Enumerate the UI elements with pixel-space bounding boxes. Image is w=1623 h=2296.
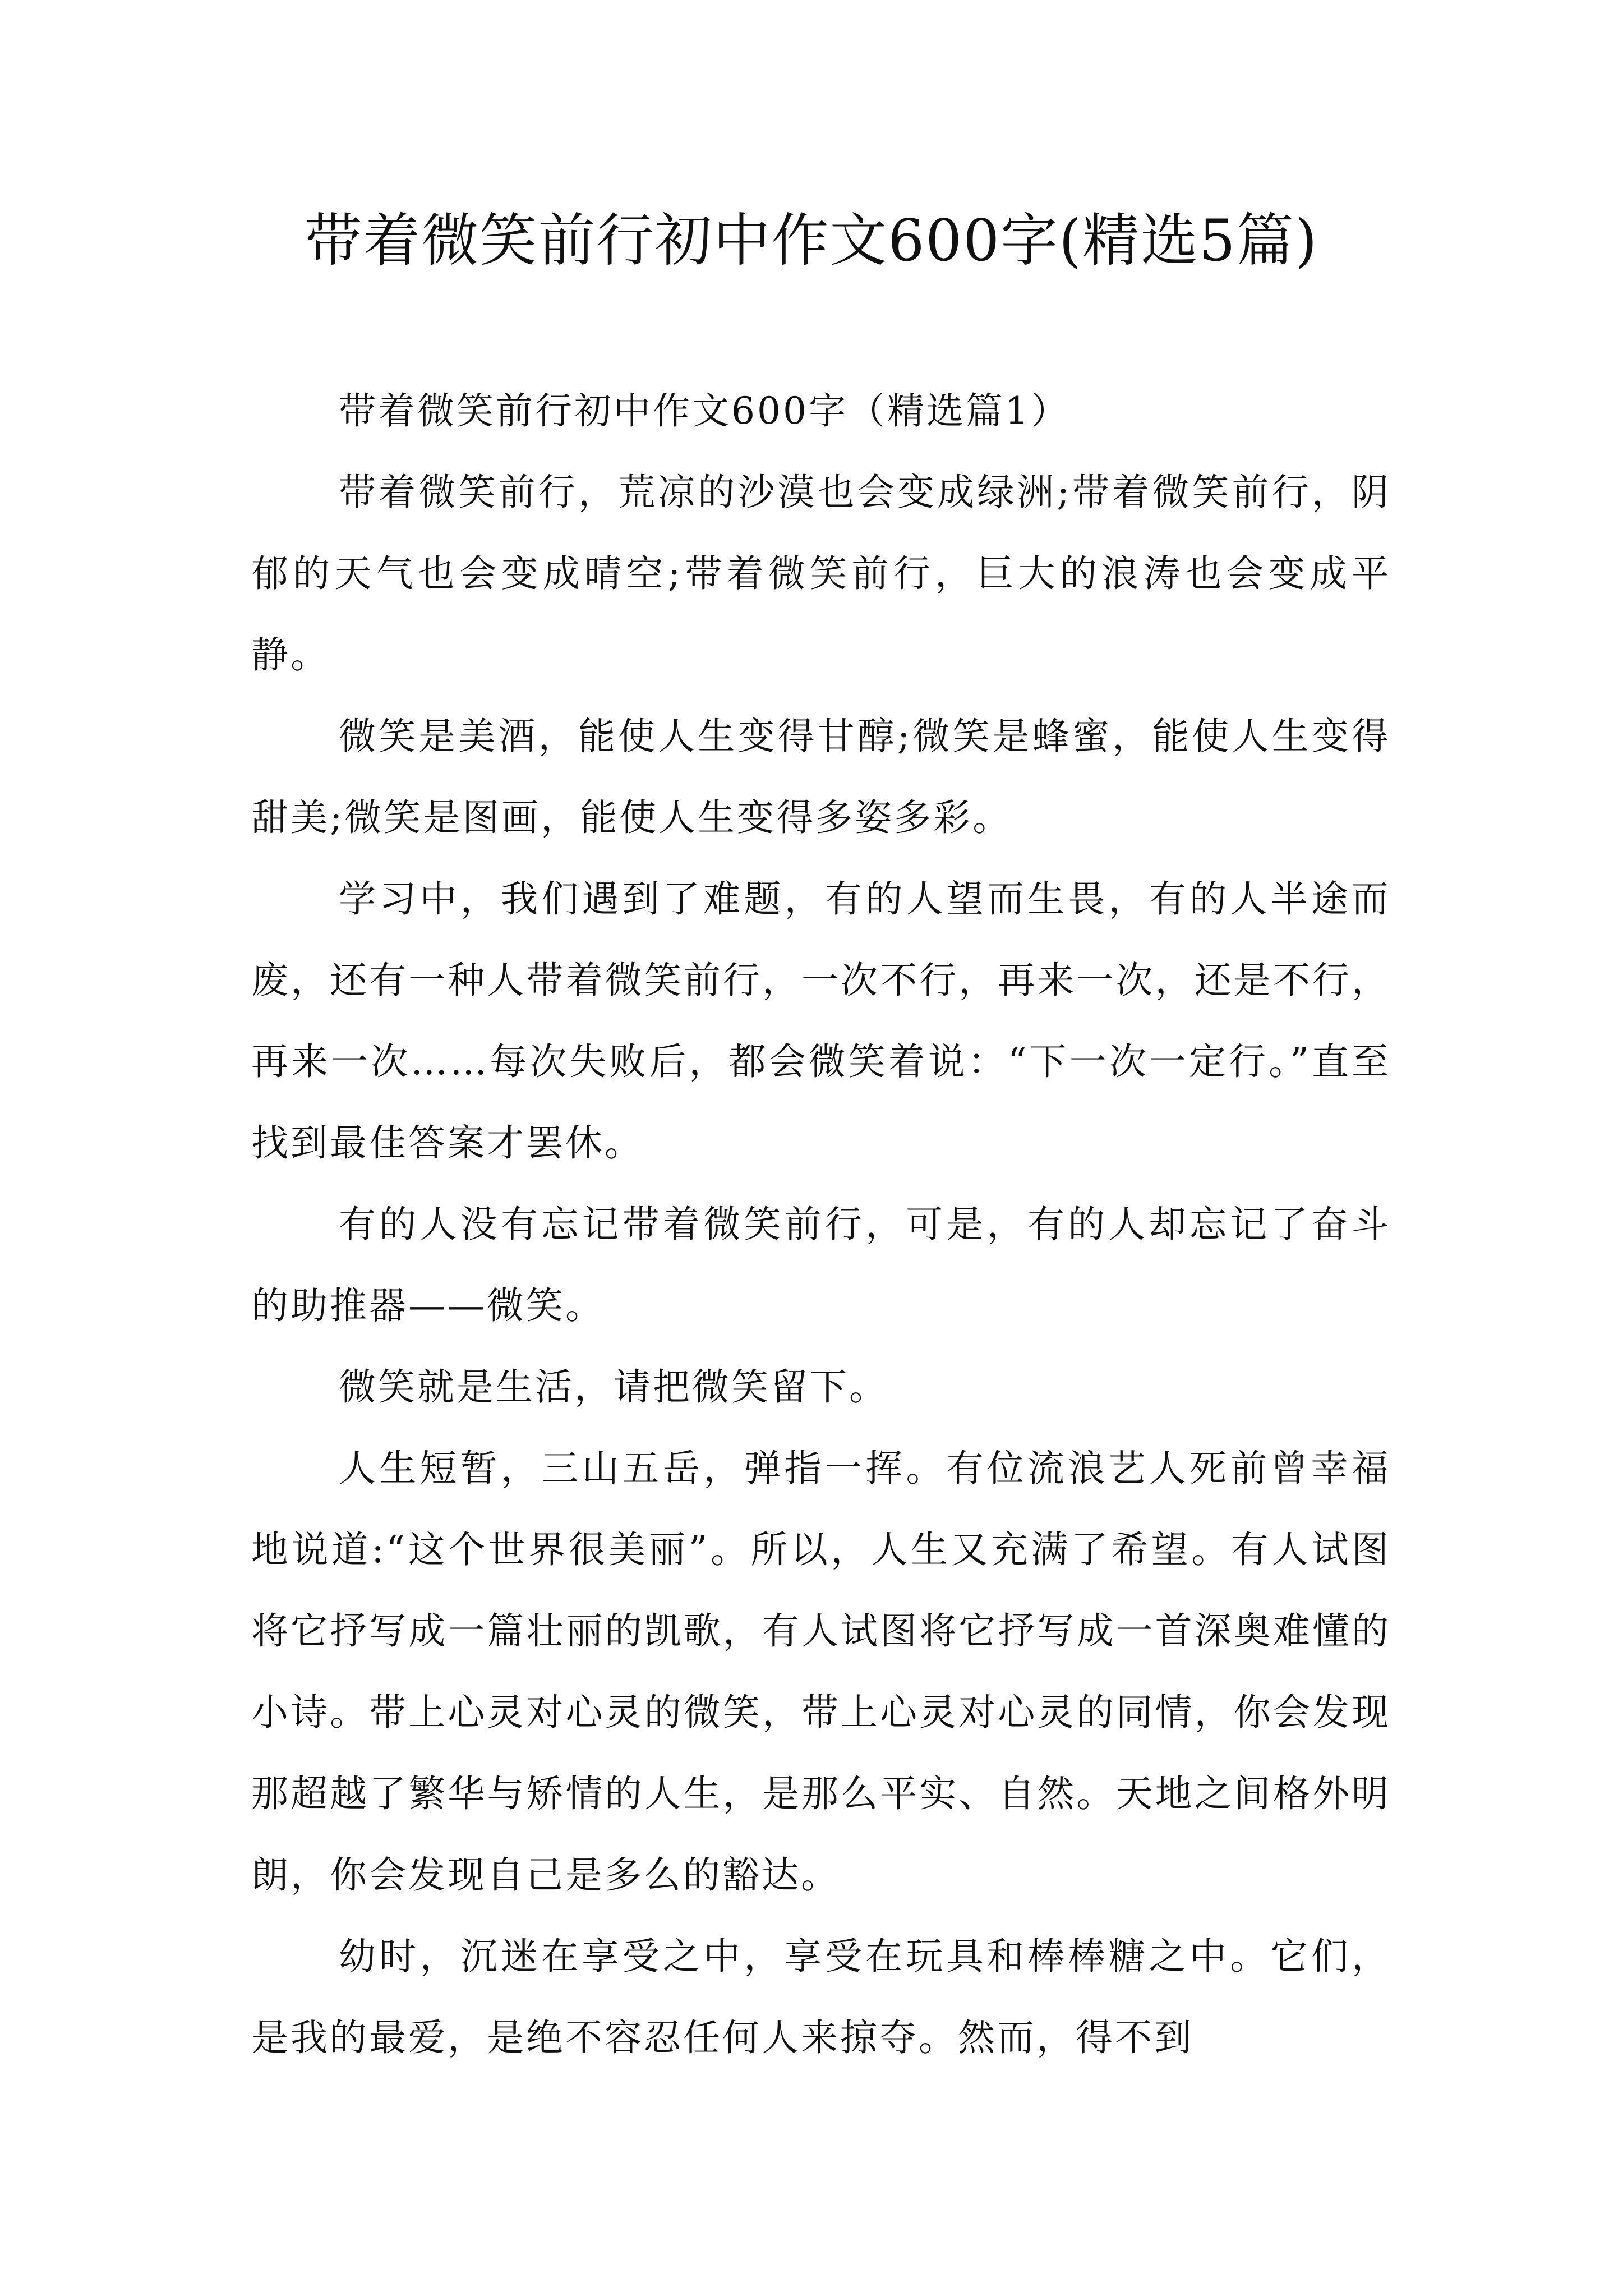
document-body — [251, 370, 1391, 2078]
paragraph-7: 幼时，沉迷在享受之中，享受在玩具和棒棒糖之中。它们，是我的最爱，是绝不容忍任何人来掠夺。然而，得不到 — [251, 1935, 1391, 2059]
paragraph-5: 微笑就是生活，请把微笑留下。 — [339, 1365, 888, 1409]
paragraph-4: 有的人没有忘记带着微笑前行，可是，有的人却忘记了奋斗的助推器——微笑。 — [251, 1203, 1391, 1327]
paragraph-6: 人生短暂，三山五岳，弹指一挥。有位流浪艺人死前曾幸福地说道:“这个世界很美丽”。所以，人生又充满了希望。有人试图将它抒写成一篇壮丽的凯歌，有人试图将它抒写成一首深奥难懂的小诗。带上心灵对心灵的微笑，带上心灵对心灵的同情，你会发现那超越了繁华与矫情的人生，是那么平实、自然。天地之间格外明朗，你会发现自己是多么的豁达。 — [251, 1447, 1391, 1897]
paragraph-2: 微笑是美酒，能使人生变得甘醇;微笑是蜂蜜，能使人生变得甜美;微笑是图画，能使人生变得多姿多彩。 — [251, 715, 1391, 839]
document-title: 带着微笑前行初中作文600字(精选5篇) — [305, 208, 1318, 274]
paragraph-3: 学习中，我们遇到了难题，有的人望而生畏，有的人半途而废，还有一种人带着微笑前行，一次不行，再来一次，还是不行，再来一次……每次失败后，都会微笑着说：“下一次一定行。”直至找到最佳答案才罢休。 — [251, 877, 1391, 1165]
paragraph-1: 带着微笑前行，荒凉的沙漠也会变成绿洲;带着微笑前行，阴郁的天气也会变成晴空;带着微笑前行，巨大的浪涛也会变成平静。 — [251, 471, 1391, 677]
section-heading: 带着微笑前行初中作文600字（精选篇1） — [339, 389, 1070, 432]
